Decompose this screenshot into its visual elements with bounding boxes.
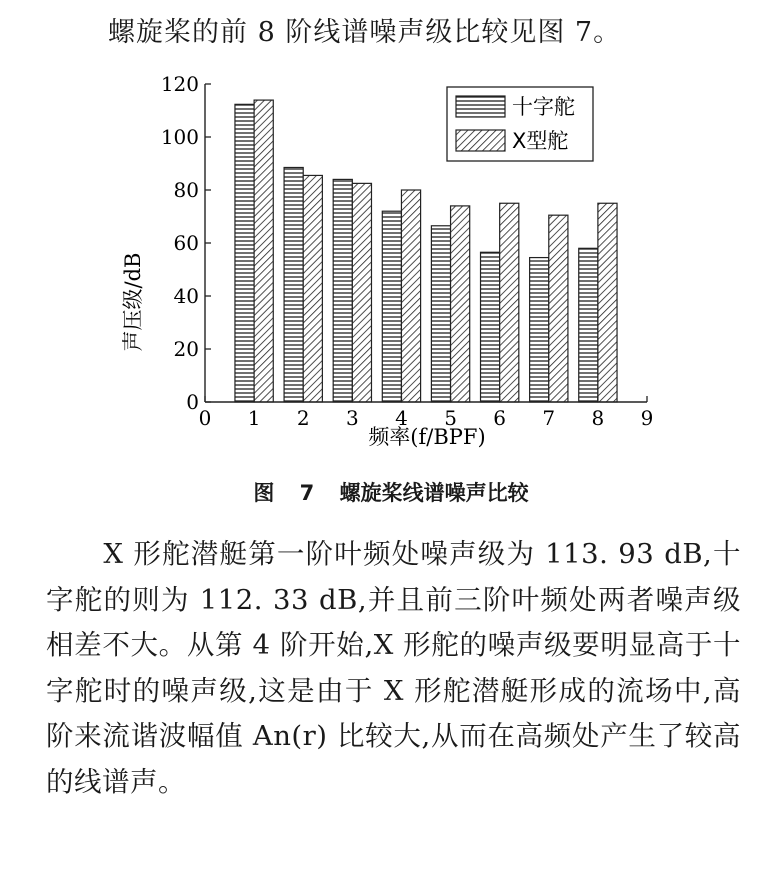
bar-cross-rudder-3 [333,179,352,402]
y-tick-label: 120 [160,72,199,96]
x-tick-label: 9 [640,406,654,430]
bar-cross-rudder-5 [431,226,450,402]
y-tick-label: 0 [186,390,199,414]
bar-cross-rudder-6 [481,252,500,402]
bar-x-rudder-5 [451,206,470,402]
bar-x-rudder-2 [303,175,322,402]
bar-cross-rudder-8 [579,248,598,402]
body-paragraph [46,532,741,806]
y-tick-label: 100 [160,125,199,149]
legend [447,87,593,161]
legend-label-x-rudder: X型舵 [512,129,569,153]
bar-x-rudder-7 [549,215,568,402]
x-tick-label: 2 [296,406,310,430]
x-tick-label: 5 [444,406,457,430]
legend-swatch-x-rudder [456,130,505,151]
x-tick-label: 0 [198,406,212,430]
body-paragraph-text: X 形舵潜艇第一阶叶频处噪声级为 113. 93 dB,十字舵的则为 112. 33 dB,并且前三阶叶频处两者噪声级相差不大。从第 4 阶开始,X 形舵的噪声级要明显高于十字舵时的噪声级,这是由于 X 形舵潜艇形成的流场中,高阶来流谐波幅值 An(r) 比较大,从而在高频处产生了较高的线谱声。 [46,538,741,798]
x-tick-label: 8 [591,406,605,430]
legend-label-cross-rudder: 十字舵 [512,95,575,119]
bar-x-rudder-3 [352,183,371,402]
x-tick-label: 7 [542,406,556,430]
x-tick-label: 6 [493,406,507,430]
bar-x-rudder-4 [401,190,420,402]
legend-swatch-cross-rudder [456,96,505,117]
bar-cross-rudder-1 [235,104,254,402]
y-tick-label: 60 [173,231,199,255]
y-tick-label: 20 [173,337,199,361]
x-tick-label: 3 [345,406,359,430]
bar-x-rudder-6 [500,203,519,402]
x-axis-label: 频率(f/BPF) [368,425,486,449]
y-axis-label: 声压级/dB [121,252,145,352]
bar-x-rudder-1 [254,100,273,402]
bar-x-rudder-8 [598,203,617,402]
bar-cross-rudder-2 [284,167,303,402]
bar-cross-rudder-4 [382,211,401,402]
y-tick-label: 80 [173,178,199,202]
figure-caption: 图 7 螺旋桨线谱噪声比较 [253,481,529,505]
x-tick-label: 4 [395,406,408,430]
bar-cross-rudder-7 [530,258,549,402]
bar-chart [0,60,782,460]
y-tick-label: 40 [173,284,199,308]
intro-line: 螺旋桨的前 8 阶线谱噪声级比较见图 7。 [108,17,622,48]
x-tick-label: 1 [247,406,261,430]
